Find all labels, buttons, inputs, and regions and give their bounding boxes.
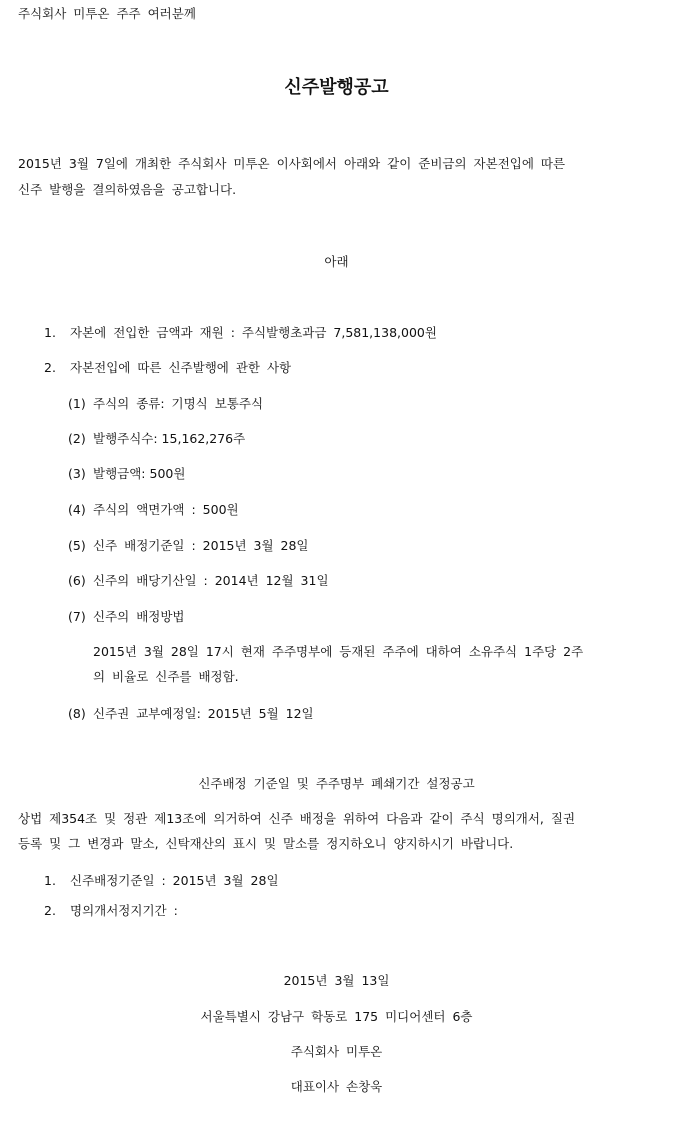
below-label: 아래: [324, 254, 349, 269]
subitem-text: 발행금액: 500원: [93, 466, 186, 481]
item-text: 신주배정기준일 : 2015년 3월 28일: [70, 873, 279, 888]
intro-line-1: 2015년 3월 7일에 개최한 주식회사 미투온 이사회에서 아래와 같이 준비금의 자본전입에 따른: [18, 156, 566, 171]
addressee: 주식회사 미투온 주주 여러분께: [18, 6, 196, 21]
subitem-text: 주식의 액면가액 : 500원: [93, 502, 239, 517]
item-number: 2.: [44, 360, 56, 375]
notice-date: 2015년 3월 13일: [283, 973, 390, 988]
section-body-line-2: 등록 및 그 변경과 말소, 신탁재산의 표시 및 말소를 정지하오니 양지하시기 바랍니다.: [18, 836, 514, 851]
item-number: 1.: [44, 873, 56, 888]
subitem-number: (1): [68, 396, 86, 411]
subitem-text: 신주권 교부예정일: 2015년 5월 12일: [93, 706, 314, 721]
section-title: 신주배정 기준일 및 주주명부 폐쇄기간 설정공고: [198, 776, 475, 791]
item-text: 자본에 전입한 금액과 재원 : 주식발행초과금 7,581,138,000원: [70, 325, 437, 340]
item-text: 자본전입에 따른 신주발행에 관한 사항: [70, 360, 292, 375]
intro-line-2: 신주 발행을 결의하였음을 공고합니다.: [18, 182, 237, 197]
allocation-method-line-2: 의 비율로 신주를 배정함.: [93, 669, 239, 684]
section-body-line-1: 상법 제354조 및 정관 제13조에 의거하여 신주 배정을 위하여 다음과 같이 주식 명의개서, 질권: [18, 811, 576, 826]
item-number: 1.: [44, 325, 56, 340]
company-address: 서울특별시 강남구 학동로 175 미디어센터 6층: [200, 1009, 473, 1024]
page-title: 신주발행공고: [284, 77, 389, 98]
subitem-number: (3): [68, 466, 86, 481]
item-number: 2.: [44, 903, 56, 918]
subitem-text: 주식의 종류: 기명식 보통주식: [93, 396, 264, 411]
allocation-method-line-1: 2015년 3월 28일 17시 현재 주주명부에 등재된 주주에 대하여 소유주식 1주당 2주: [93, 644, 584, 659]
subitem-text: 신주의 배당기산일 : 2014년 12월 31일: [93, 573, 329, 588]
subitem-number: (6): [68, 573, 86, 588]
subitem-number: (5): [68, 538, 86, 553]
subitem-text: 발행주식수: 15,162,276주: [93, 431, 246, 446]
subitem-number: (8): [68, 706, 86, 721]
company-name: 주식회사 미투온: [290, 1044, 383, 1059]
subitem-text: 신주 배정기준일 : 2015년 3월 28일: [93, 538, 309, 553]
subitem-number: (4): [68, 502, 86, 517]
subitem-text: 신주의 배정방법: [93, 609, 185, 624]
item-text: 명의개서정지기간 :: [70, 903, 178, 918]
ceo-name: 대표이사 손창욱: [290, 1079, 383, 1094]
subitem-number: (2): [68, 431, 86, 446]
subitem-number: (7): [68, 609, 86, 624]
